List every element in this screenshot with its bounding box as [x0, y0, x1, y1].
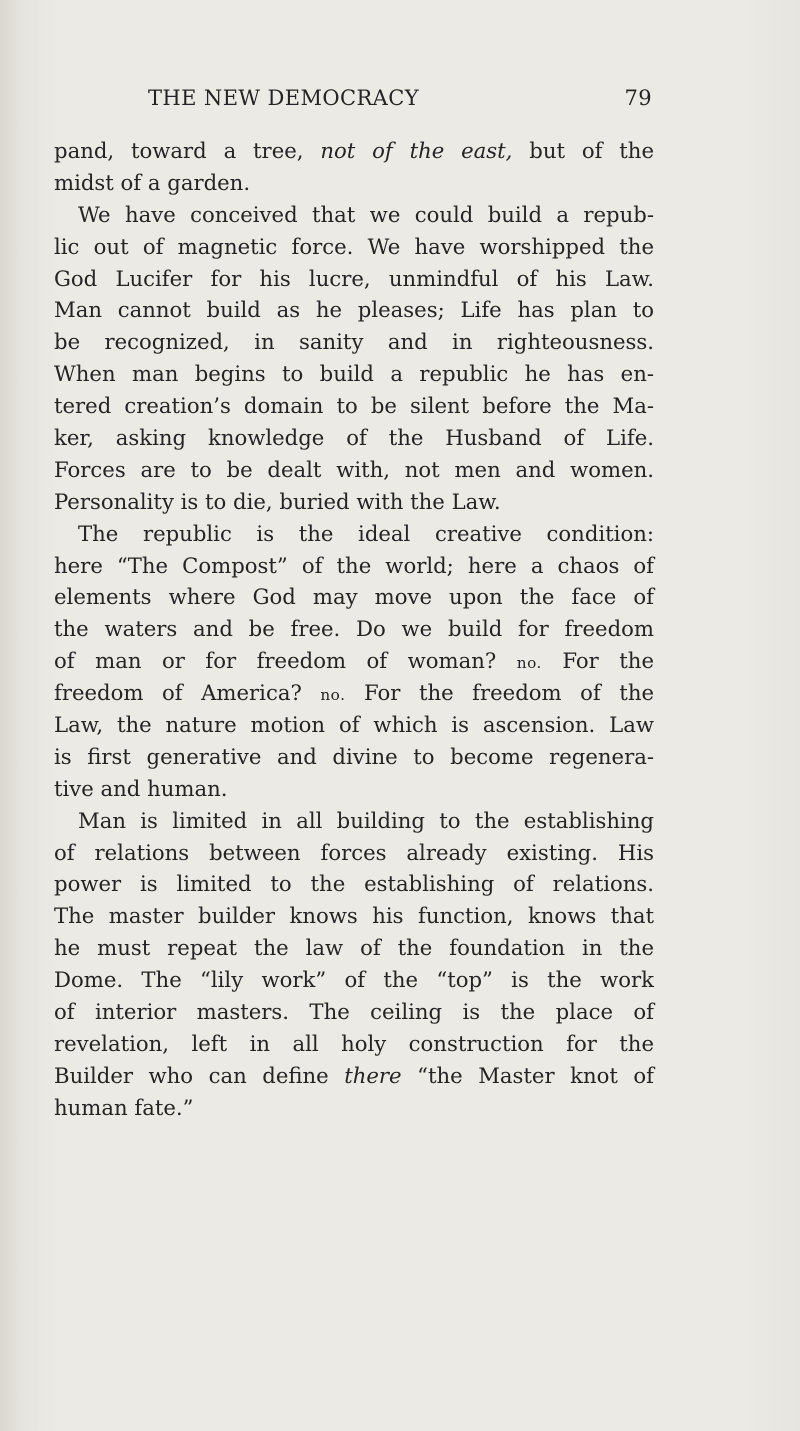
text-line: Man cannot build as he pleases; Life has plan to [54, 297, 654, 323]
text-line: The master builder knows his function, knows that [54, 903, 654, 929]
text-line: elements where God may move upon the face of [54, 584, 654, 610]
text-line: Builder who can define there “the Master knot of [54, 1062, 654, 1088]
text-line: ker, asking knowledge of the Husband of Life. [54, 425, 654, 451]
page-header [54, 86, 652, 118]
text-line: power is limited to the establishing of relations. [54, 871, 654, 897]
text-line: Forces are to be dealt with, not men and women. [54, 456, 654, 482]
text-line: God Lucifer for his lucre, unmindful of his Law. [54, 265, 654, 291]
text-line: freedom of America? no. For the freedom of the [54, 680, 654, 706]
text-line: of interior masters. The ceiling is the place of [54, 999, 654, 1025]
text-line: pand, toward a tree, not of the east, but of the [54, 138, 654, 163]
text-line: When man begins to build a republic he has en- [54, 361, 654, 387]
text-line: of relations between forces already existing. His [54, 839, 654, 865]
text-line: midst of a garden. [54, 169, 251, 195]
text-line: of man or for freedom of woman? no. For the [54, 648, 654, 674]
text-line: human fate.” [54, 1094, 194, 1120]
text-line: here “The Compost” of the world; here a chaos of [54, 552, 654, 578]
text-line: be recognized, in sanity and in righteousness. [54, 329, 654, 355]
text-line: he must repeat the law of the foundation in the [54, 935, 654, 961]
text-line: lic out of magnetic force. We have worshipped the [54, 233, 654, 259]
paragraph-first-line: We have conceived that we could build a repub- [78, 201, 654, 227]
text-line: tered creation’s domain to be silent before the Ma- [54, 393, 654, 419]
paragraph-first-line: Man is limited in all building to the establishing [78, 807, 654, 833]
text-line: is first generative and divine to become regenera- [54, 743, 654, 769]
text-line: Personality is to die, buried with the Law. [54, 488, 501, 514]
paragraph-first-line: The republic is the ideal creative condition: [78, 520, 654, 546]
text-line: Dome. The “lily work” of the “top” is the work [54, 967, 654, 993]
body-text [54, 135, 654, 1124]
text-line: the waters and be free. Do we build for freedom [54, 616, 654, 642]
running-head: THE NEW DEMOCRACY [148, 86, 419, 110]
text-line: revelation, left in all holy construction for the [54, 1030, 654, 1056]
text-line: Law, the nature motion of which is ascension. Law [54, 712, 654, 738]
page-number: 79 [624, 86, 652, 110]
text-line: tive and human. [54, 775, 228, 801]
